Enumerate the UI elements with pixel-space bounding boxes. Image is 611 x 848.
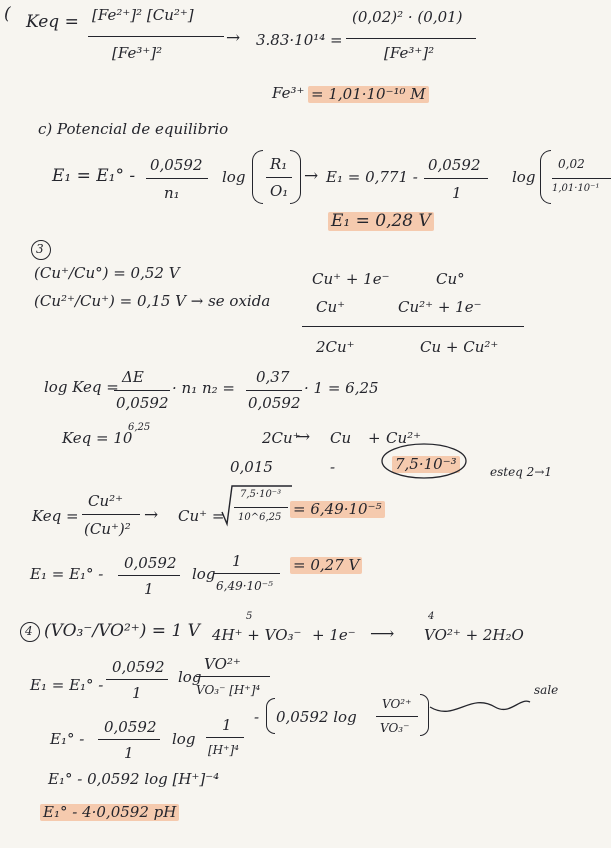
v-l2-paren-den: VO₃⁻ [380,721,410,735]
log-label: log [172,730,196,748]
couple-v: (VO₃⁻/VO²⁺) = 1 V [44,621,200,641]
left-margin-paren: ( [4,4,11,24]
nernst-frac-num: 0,0592 [150,156,203,174]
e1-log-num: 1 [232,552,242,570]
conc-right: 7,5·10⁻³ [392,456,460,473]
net-reaction-right: Cu + Cu²⁺ [420,338,499,356]
keq2-num: Cu²⁺ [88,492,124,510]
radical-sign [222,486,292,524]
nernst2-den: 1 [452,184,462,202]
v-e1-log-den: VO₃⁻ [H⁺]⁴ [196,683,261,697]
e1-den: 1 [144,580,154,598]
v-reaction-mid: + 1e⁻ [312,626,356,644]
sale-note: sale [534,683,559,697]
v-l4-result: E₁° - 4·0,0592 pH [40,804,179,821]
v-reaction-right: VO²⁺ + 2H₂O [424,626,524,644]
problem-4-number: 4 [25,624,33,638]
log-label: log [222,168,246,186]
v-l2-log-num: 1 [222,716,232,734]
eq-left: 2Cu⁺ [262,429,301,447]
arrow-icon: → [296,427,311,447]
potential-result: E₁ = 0,28 V [328,212,434,231]
keq-exponent: 6,25 [128,422,151,433]
keq-numerator: [Fe²⁺]² [Cu²⁺] [92,6,194,24]
paren2-den: 1,01·10⁻¹ [552,183,600,194]
arrow-icon: → [226,28,241,48]
half-reaction-1-left: Cu⁺ + 1e⁻ [312,270,390,288]
couple-1: (Cu⁺/Cu°) = 0,52 V [34,264,180,282]
problem-3-number: 3 [36,242,44,256]
keq2-result: = 6,49·10⁻⁵ [290,501,385,518]
half-reaction-2-right: Cu²⁺ + 1e⁻ [398,298,482,316]
v-e1-num: 0,0592 [112,658,165,676]
v-l2-log-den: [H⁺]⁴ [208,743,239,757]
nernst-lhs: E₁ = E₁° - [52,166,136,186]
paren2-num: 0,02 [558,157,585,171]
v-l2-den: 1 [124,744,134,762]
arrow-icon: → [144,505,159,525]
logk-num: ΔE [122,368,144,386]
v-l2-paren-num: VO²⁺ [382,697,412,711]
logk-lhs: log Keq = [44,378,119,396]
eq-plus: + [368,429,381,447]
net-reaction-left: 2Cu⁺ [316,338,355,356]
eq-mid: Cu [330,429,352,447]
log-label: log [512,168,536,186]
eq-right: Cu²⁺ [386,429,422,447]
keq-value: 3.83·10¹⁴ = [256,31,343,49]
couple-2: (Cu²⁺/Cu⁺) = 0,15 V → se oxida [34,292,271,310]
keq2-den: (Cu⁺)² [84,520,131,538]
fe3-result: = 1,01·10⁻¹⁰ M [308,86,429,103]
sqrt-num: 7,5·10⁻³ [240,489,282,500]
v-l2-minus: - [254,708,260,726]
v-e1-log-num: VO²⁺ [204,655,241,673]
fe3-label: Fe³⁺ [272,84,305,102]
arrow-icon: ⟶ [370,624,395,644]
circle-mark [382,444,466,478]
logk-num2: 0,37 [256,368,290,386]
v-l2-num: 0,0592 [104,718,157,736]
keq2-lhs: Keq = [32,507,79,525]
e1-lhs: E₁ = E₁° - [30,565,104,583]
logk-end: · 1 = 6,25 [304,379,379,397]
e1-num: 0,0592 [124,554,177,572]
e1-log-den: 6,49·10⁻⁵ [216,579,273,593]
keq2-cu: Cu⁺ = [178,507,225,525]
v-e1-den: 1 [132,684,142,702]
v-l3: E₁° - 0,0592 log [H⁺]⁻⁴ [48,770,220,788]
v-l2-paren: 0,0592 log [276,708,357,726]
ox-state-5: 5 [246,611,253,622]
keq-r-denominator: [Fe³⁺]² [384,44,435,62]
nernst-sub: E₁ = 0,771 - [326,168,418,186]
logk-den: 0,0592 [116,394,169,412]
log-label: log [192,565,216,583]
conc-mid: - [330,458,336,476]
keq-denominator: [Fe³⁺]² [112,44,163,62]
sqrt-den: 10^6,25 [238,512,282,523]
nernst-frac-den: n₁ [164,184,180,202]
ox-state-4: 4 [428,611,435,622]
paren-num: R₁ [270,155,288,173]
v-e1-lhs: E₁ = E₁° - [30,676,104,694]
keq-r-numerator: (0,02)² · (0,01) [352,8,463,26]
v-reaction-left: 4H⁺ + VO₃⁻ [212,626,302,644]
arrow-icon: → [304,166,319,186]
log-label: log [178,668,202,686]
half-reaction-2-left: Cu⁺ [316,298,346,316]
squiggle-arrow [430,701,530,711]
conc-left: 0,015 [230,458,273,476]
logk-den2: 0,0592 [248,394,301,412]
e1-result: = 0,27 V [290,557,362,574]
keq-label: Keq = [26,12,79,32]
esteq-note: esteq 2→1 [490,465,553,479]
keq-power: Keq = 10 [62,429,133,447]
v-l2-lhs: E₁° - [50,730,85,748]
logk-mid: · n₁ n₂ = [172,379,235,397]
nernst2-num: 0,0592 [428,156,481,174]
half-reaction-1-right: Cu° [436,270,465,288]
section-c-title: c) Potencial de equilibrio [38,120,229,138]
paren-den: O₁ [270,182,289,200]
